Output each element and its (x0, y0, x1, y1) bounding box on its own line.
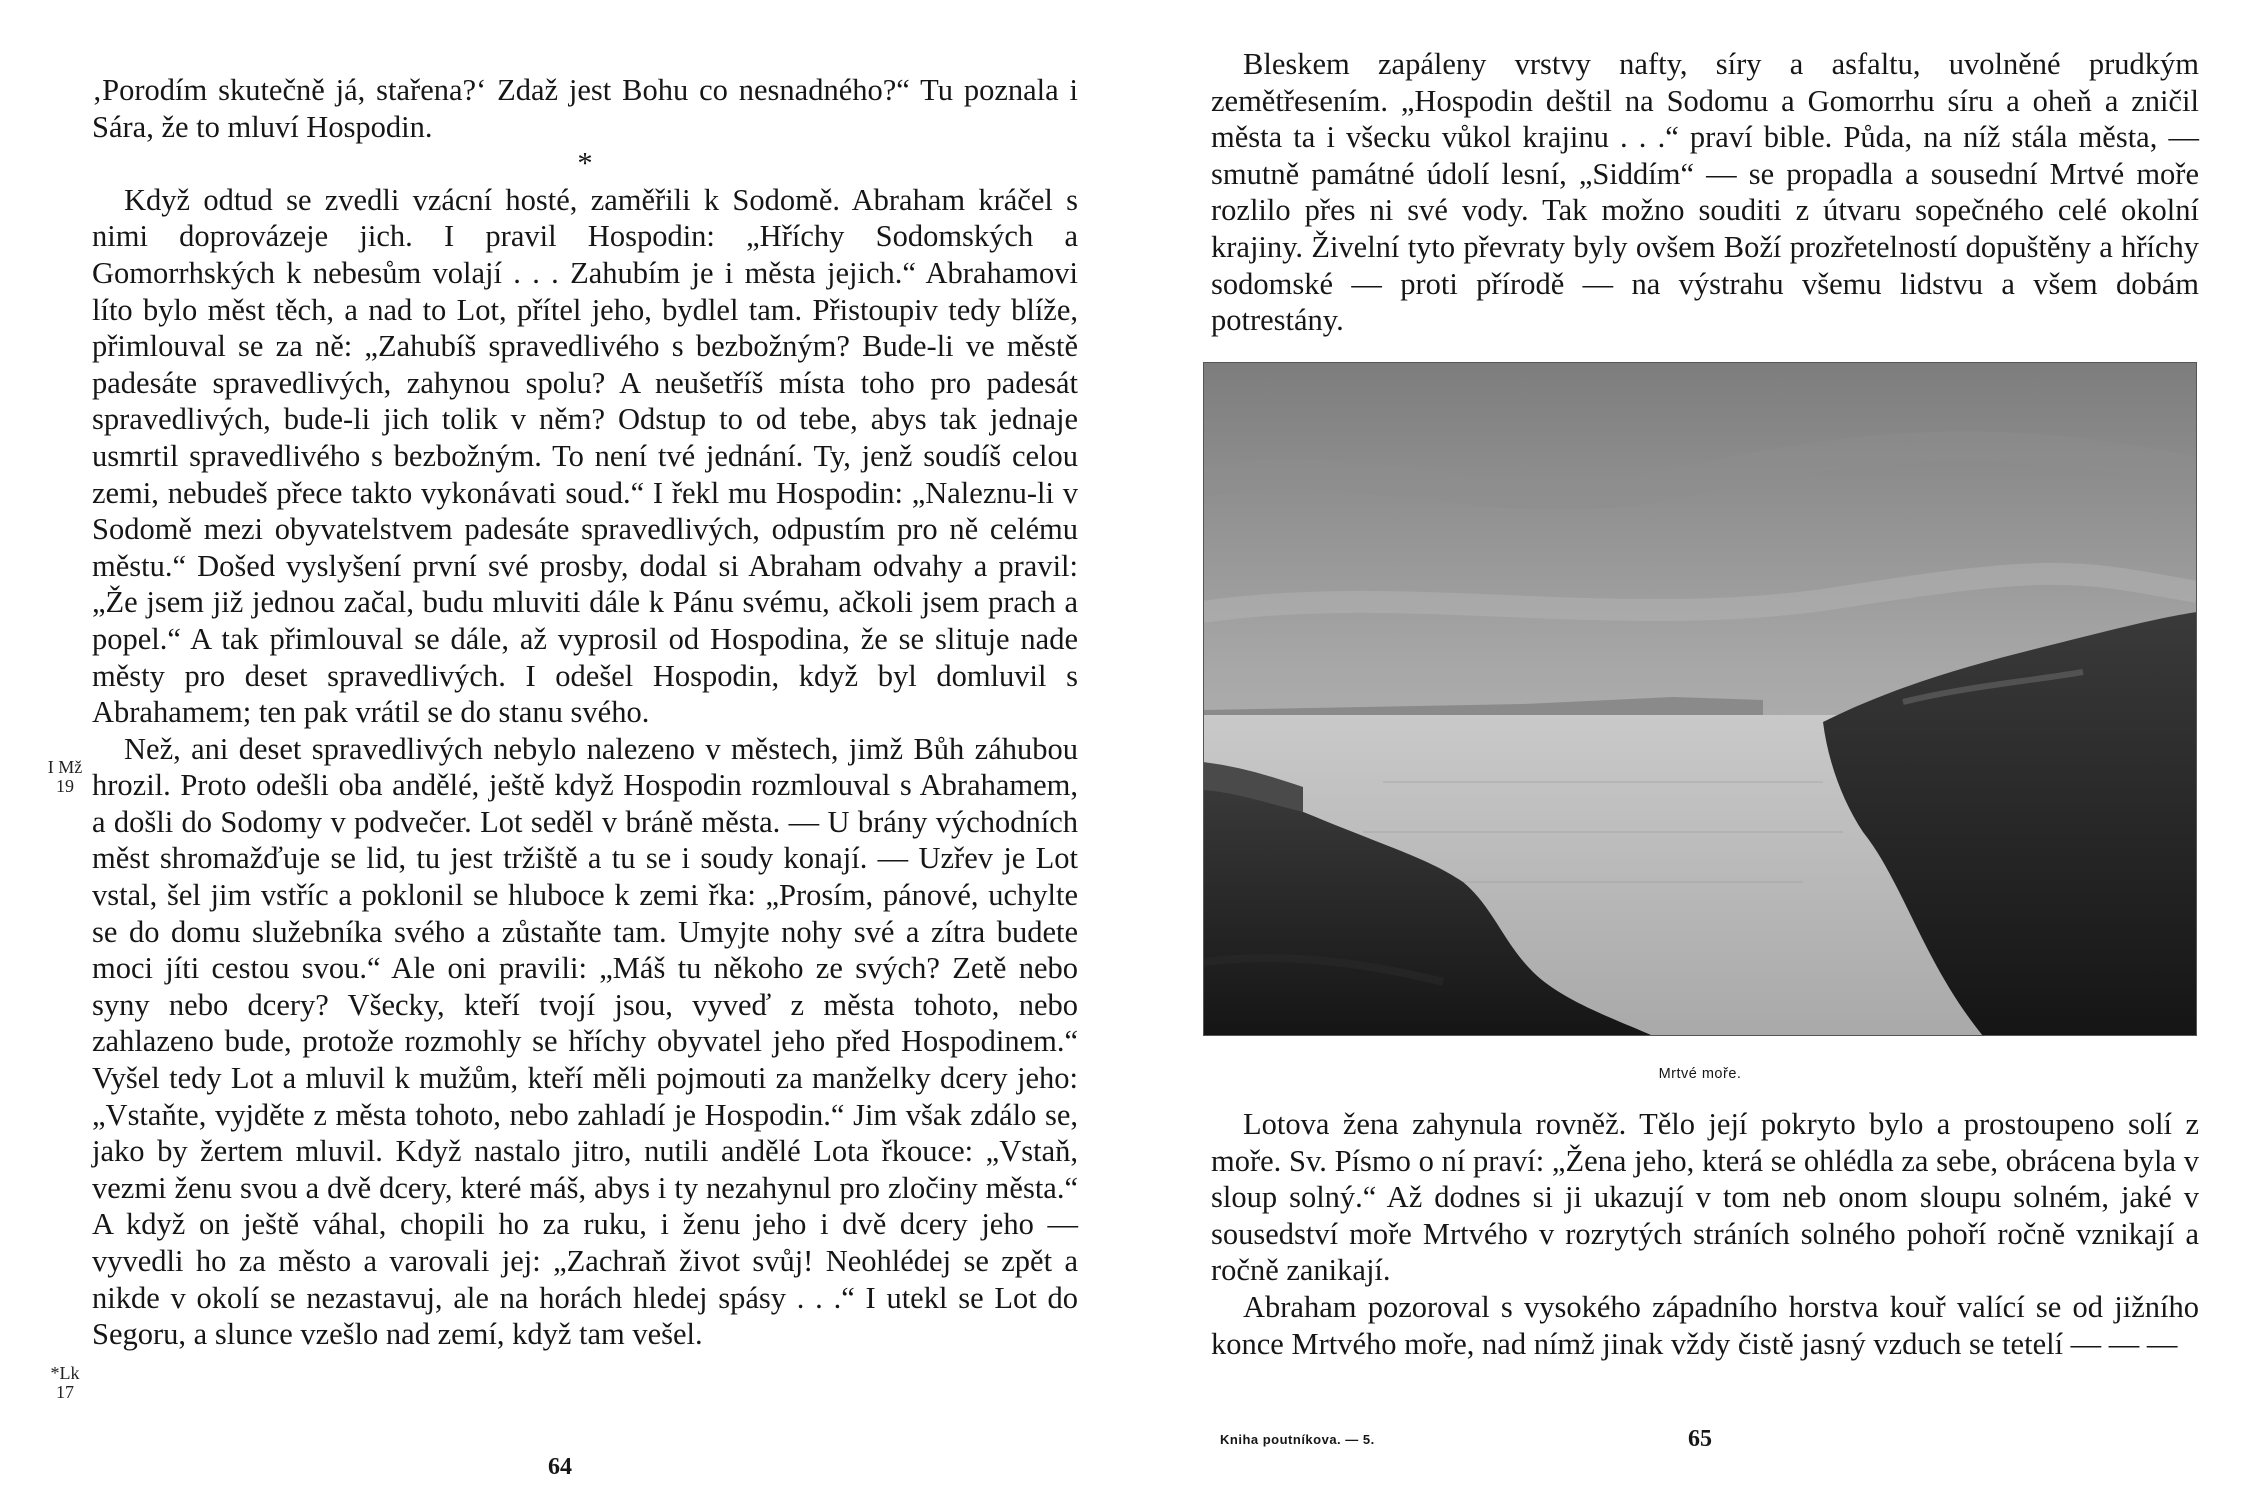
dead-sea-landscape-photo (1203, 362, 2197, 1036)
right-page (1121, 0, 2242, 1500)
paragraph: Když odtud se zvedli vzácní hosté, zaměřili k Sodomě. Abraham kráčel s nimi doprovázeje jich. I pravil Hospodin: „Hříchy Sodomských a Gomorrhských k nebesům volají . . . Zahubím je i města jejich.“ Abrahamovi líto bylo měst těch, a nad to Lot, přítel jeho, bydlel tam. Přistoupiv tedy blíže, přimlouval se za ně: „Zahubíš spravedlivého s bezbožným? Bude-li ve městě padesáte spravedlivých, zahynou spolu? A neušetříš místa toho pro padesát spravedlivých, bude-li jich tolik v něm? Odstup to od tebe, abys tak jednaje usmrtil spravedlivého s bezbožným. To není tvé jednání. Ty, jenž soudíš celou zemi, nebudeš přece takto vykonávati soud.“ I řekl mu Hospodin: „Naleznu-li v Sodomě mezi obyvatelstvem padesáte spravedlivých, odpustím pro ně celému městu.“ Došed vyslyšení první své prosby, dodal si Abraham odvahy a pravil: „Že jsem již jednou začal, budu mluviti dále k Pánu svému, ačkoli jsem prach a popel.“ A tak přimlouval se dále, až vyprosil od Hospodina, že se slituje nade městy pro deset spravedlivých. I odešel Hospodin, když byl domluvil s Abrahamem; ten pak vrátil se do stanu svého. (92, 182, 1078, 730)
paragraph: Lotova žena zahynula rovněž. Tělo její pokryto bylo a prostoupeno solí z moře. Sv. Písmo o ní praví: „Žena jeho, která se ohlédla za sebe, obrácena byla v sloup solný.“ Až dodnes si ji ukazují v tom neb onom sloupu solném, jaké v sousedství moře Mrtvého v rozrytých stráních solného pohoří ročně vznikají a ročně zanikají. (1211, 1107, 2199, 1288)
margin-reference-book: *Lk (50, 1363, 80, 1383)
margin-reference (45, 1364, 85, 1402)
paragraph: ‚Porodím skutečně já, stařena?‘ Zdaž jest Bohu co nesnadného?“ Tu poznala i Sára, že to mluví Hospodin. (92, 73, 1078, 144)
page-number: 64 (548, 1454, 572, 1480)
margin-reference (45, 758, 85, 796)
paragraph: Bleskem zapáleny vrstvy nafty, síry a asfaltu, uvolněné prudkým zemětřesením. „Hospodin deštil na Sodomu a Gomorrhu síru a oheň a zničil města ta i všecku vůkol krajinu . . .“ praví bible. Půda, na níž stála města, — smutně památné údolí lesní, „Siddím“ — se propadla a sousední Mrtvé moře rozlilo přes ni své vody. Tak možno souditi z útvaru sopečného celé okolní krajiny. Živelní tyto převraty byly ovšem Boží prozřetelností dopuštěny a hříchy sodomské — proti přírodě — na výstrahu všemu lidstvu a všem dobám potrestány. (1211, 47, 2199, 338)
printer-signature: Kniha poutníkova. — 5. (1220, 1432, 1375, 1447)
page-number: 65 (1688, 1426, 1712, 1452)
margin-reference-chapter: 17 (56, 1382, 74, 1402)
right-page-text-bottom (1211, 1106, 2199, 1362)
left-page-text (92, 72, 1078, 1353)
paragraph: Abraham pozoroval s vysokého západního horstva kouř valící se od jižního konce Mrtvého moře, nad nímž jinak vždy čistě jasný vzduch se tetelí — — — (1211, 1289, 2199, 1361)
right-page-text-top (1211, 46, 2199, 339)
section-break-asterisk: * (577, 146, 593, 181)
margin-reference-chapter: 19 (56, 776, 74, 796)
paragraph: Než, ani deset spravedlivých nebylo nalezeno v městech, jimž Bůh záhubou hrozil. Proto odešli oba andělé, ještě když Hospodin rozmlouval s Abrahamem, a došli do Sodomy v podvečer. Lot seděl v bráně města. — U brány východních měst shromažďuje se lid, tu jest tržiště a tu se i soudy konají. — Uzřev je Lot vstal, šel jim vstříc a poklonil se hluboce k zemi řka: „Prosím, pánové, uchylte se do domu služebníka svého a zůstaňte tam. Umyjte nohy své a zítra budete moci jíti cestou svou.“ Ale oni pravili: „Máš tu někoho ze svých? Zetě nebo syny nebo dcery? Všecky, kteří tvojí jsou, vyveď z města tohoto, nebo zahlazeno bude, protože rozmohly se hříchy obyvatel jeho před Hospodinem.“ Vyšel tedy Lot a mluvil k mužům, kteří měli pojmouti za manželky dcery jeho: „Vstaňte, vyjděte z města tohoto, nebo zahladí je Hospodin.“ Jim však zdálo se, jako by žertem mluvil. Když nastalo jitro, nutili andělé Lota řkouce: „Vstaň, vezmi ženu svou a dvě dcery, které máš, abys i ty nezahynul pro zločiny města.“ A když on ještě váhal, chopili ho za ruku, i ženu jeho i dvě dcery jeho — vyvedli ho za město a varovali jej: „Zachraň život svůj! Neohlédej se zpět a nikde v okolí se nezastavuj, ale na horách hledej spásy . . .“ I utekl se Lot do Segoru, a slunce vzešlo nad zemí, když tam vešel. (92, 731, 1078, 1352)
margin-reference-book: I Mž (47, 757, 83, 777)
illustration-caption: Mrtvé moře. (1658, 1066, 1742, 1082)
